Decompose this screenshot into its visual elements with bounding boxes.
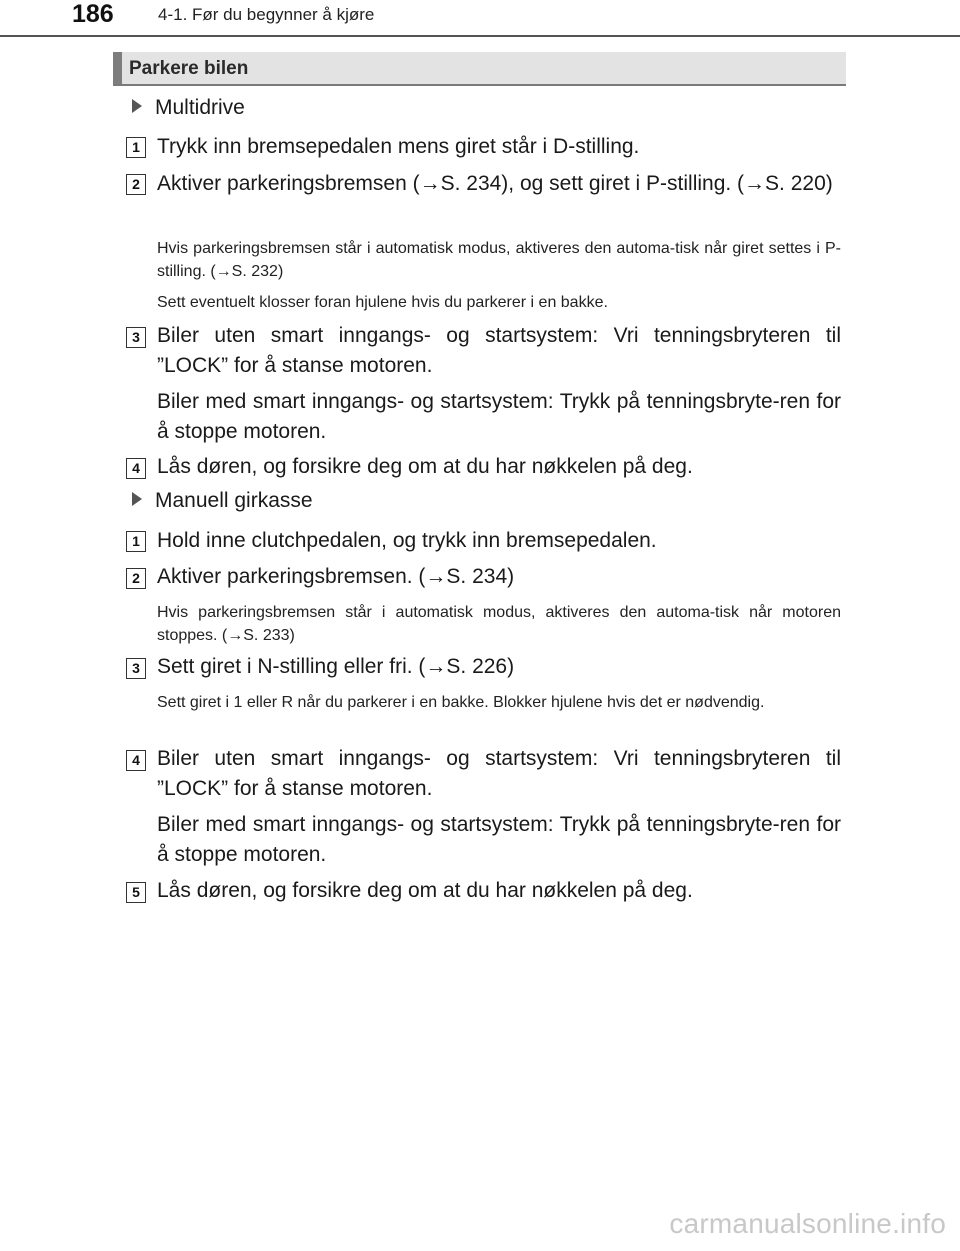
step-number-badge: 5 — [126, 882, 146, 903]
subheading-label: Multidrive — [155, 96, 245, 119]
header-rule — [0, 35, 960, 37]
step-number-badge: 2 — [126, 174, 146, 195]
step-number-badge: 2 — [126, 568, 146, 589]
step-text: Sett giret i N-stilling eller fri. (→S. 226) — [157, 655, 515, 678]
step-note: Hvis parkeringsbremsen står i automatisk modus, aktiveres den automa-tisk når motoren stoppes. (→S. 233) — [157, 604, 841, 644]
step-note: Sett giret i 1 eller R når du parkerer i en bakke. Blokker hjulene hvis det er nødvendig. — [157, 694, 765, 711]
triangle-arrow-icon — [132, 99, 142, 113]
step-number-badge: 3 — [126, 327, 146, 348]
step-text: Aktiver parkeringsbremsen (→S. 234), og sett giret i P-stilling. (→S. 220) — [157, 172, 833, 195]
step-text: Biler uten smart inngangs- og startsystem: Vri tenningsbryteren til ”LOCK” for å stanse motoren. — [157, 747, 841, 800]
subheading-manual — [132, 489, 313, 513]
section-header-bar — [113, 52, 122, 84]
section-title: Parkere bilen — [129, 58, 249, 79]
page-number: 186 — [72, 0, 114, 28]
chapter-title: 4-1. Før du begynner å kjøre — [158, 5, 375, 24]
step-note: Hvis parkeringsbremsen står i automatisk modus, aktiveres den automa-tisk når giret settes i P-stilling. (→S. 232) — [157, 240, 841, 280]
step-number-badge: 1 — [126, 137, 146, 158]
section-header — [113, 52, 846, 86]
step-text: Trykk inn bremsepedalen mens giret står i D-stilling. — [157, 135, 640, 158]
step-text: Biler uten smart inngangs- og startsystem: Vri tenningsbryteren til ”LOCK” for å stanse motoren. — [157, 324, 841, 377]
step-number-badge: 3 — [126, 658, 146, 679]
step-text: Hold inne clutchpedalen, og trykk inn bremsepedalen. — [157, 529, 657, 552]
triangle-arrow-icon — [132, 492, 142, 506]
step-note: Sett eventuelt klosser foran hjulene hvis du parkerer i en bakke. — [157, 294, 608, 311]
step-text: Aktiver parkeringsbremsen. (→S. 234) — [157, 565, 515, 588]
step-number-badge: 1 — [126, 531, 146, 552]
step-text: Lås døren, og forsikre deg om at du har nøkkelen på deg. — [157, 879, 693, 902]
subheading-multidrive — [132, 96, 245, 120]
watermark: carmanualsonline.info — [669, 1208, 946, 1239]
step-text-continued: Biler med smart inngangs- og startsystem: Trykk på tenningsbryte-ren for å stoppe motoren. — [157, 390, 841, 443]
step-number-badge: 4 — [126, 750, 146, 771]
subheading-label: Manuell girkasse — [155, 489, 313, 512]
step-number-badge: 4 — [126, 458, 146, 479]
step-text-continued: Biler med smart inngangs- og startsystem: Trykk på tenningsbryte-ren for å stoppe motoren. — [157, 813, 841, 866]
step-text: Lås døren, og forsikre deg om at du har nøkkelen på deg. — [157, 455, 693, 478]
